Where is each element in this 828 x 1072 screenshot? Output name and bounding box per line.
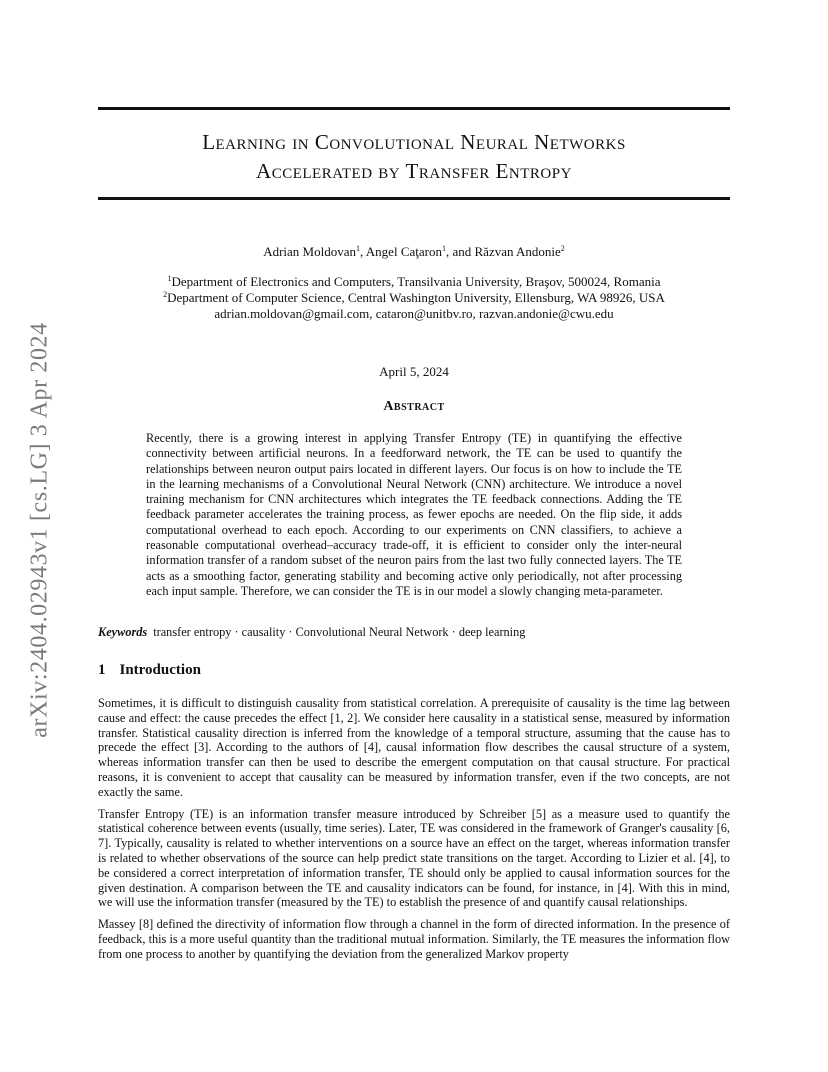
author-name: Angel Caţaron <box>365 244 442 259</box>
author-list <box>98 244 730 260</box>
author-affiliation-mark: 1 <box>356 244 360 253</box>
affiliation-mark: 2 <box>163 290 168 299</box>
section-number: 1 <box>98 662 106 678</box>
author-separator: , <box>360 244 366 259</box>
affiliation-2 <box>98 290 730 306</box>
author-name: Adrian Moldovan <box>263 244 356 259</box>
title-line-2: Accelerated by Transfer Entropy <box>256 159 572 183</box>
affiliation-1 <box>98 274 730 290</box>
author-affiliation-mark: 2 <box>560 244 565 253</box>
keywords-text: transfer entropy · causality · Convolutional Neural Network · deep learning <box>153 625 526 639</box>
title-line-1: Learning in Convolutional Neural Networks <box>202 130 626 154</box>
title-bottom-rule <box>98 197 730 200</box>
section-heading <box>98 662 201 679</box>
abstract-text: Recently, there is a growing interest in applying Transfer Entropy (TE) in quantifying the effective connectivity between artificial neurons. In a feedforward network, the TE can be used to quantify the relationships between neuron output pairs located in different layers. Our focus is on how to include the TE in the learning mechanisms of a Convolutional Neural Network (CNN) architecture. We introduce a novel training mechanism for CNN architectures which integrates the TE feedback connections. Adding the TE feedback parameter accelerates the training process, as fewer epochs are needed. On the flip side, it adds computational overhead to each epoch. According to our experiments on CNN classifiers, to achieve a reasonable computational overhead–accuracy trade-off, it is efficient to consider only the inter-neural information transfer of a random subset of the neuron pairs from the last two fully connected layers. The TE acts as a smoothing factor, generating stability and becoming active only periodically, not after processing each input sample. Therefore, we can consider the TE is in our model a slowly changing meta-parameter. <box>146 431 682 598</box>
paragraph: Sometimes, it is difficult to distinguish causality from statistical correlation. A prerequisite of causality is the time lag between cause and effect: the cause precedes the effect [1, 2]. We consider here causality in a statistical sense, measured by information transfer. Statistical causality direction is inferred from the knowledge of a temporal structure, assuming that the cause has to precede the effect [3]. According to the authors of [4], causal information flow describes the causal structure of a system, whereas information transfer can then be used to describe the emergent computation on that causal structure. For practical reasons, it is convenient to accept that causality can be measured by information transfer, even if the two concepts, are not exactly the same. <box>98 696 730 799</box>
abstract-heading: Abstract <box>383 399 445 414</box>
author-separator: , and <box>445 244 475 259</box>
paragraph: Massey [8] defined the directivity of information flow through a channel in the form of directed information. In the presence of feedback, this is a more useful quantity than the traditional mutual information. Similarly, the TE measures the information flow from one process to another by quantifying the deviation from the generalized Markov property <box>98 917 730 961</box>
section-title: Introduction <box>119 662 201 678</box>
paper-date: April 5, 2024 <box>379 364 449 379</box>
keywords <box>98 625 730 640</box>
affiliations <box>98 274 730 322</box>
author-emails: adrian.moldovan@gmail.com, cataron@unitbv.ro, razvan.andonie@cwu.edu <box>214 306 614 321</box>
arxiv-side-stamp: arXiv:2404.02943v1 [cs.LG] 3 Apr 2024 <box>26 322 53 738</box>
affiliation-text: Department of Computer Science, Central Washington University, Ellensburg, WA 98926, USA <box>167 290 665 305</box>
paper-title <box>98 128 730 186</box>
paragraph: Transfer Entropy (TE) is an information transfer measure introduced by Schreiber [5] as a measure used to quantify the statistical coherence between events (usually, time series). Later, TE was considered in the framework of Granger's causality [6, 7]. Typically, causality is related to whether interventions on a source have an effect on the target, whereas information transfer is related to whether observations of the source can help predict state transitions on the target. According to Lizier et al. [4], to be considered a correct interpretation of information transfer, TE should only be applied to causal information sources for the given destination. A comparison between the TE and causality indicators can be found, for instance, in [4]. With this in mind, we will use the information transfer (measured by the TE) to establish the presence of and quantify causal relationships. <box>98 806 730 910</box>
keywords-label: Keywords <box>98 625 148 639</box>
author-name: Răzvan Andonie <box>474 244 561 259</box>
title-top-rule <box>98 107 730 110</box>
introduction-body <box>98 696 730 969</box>
affiliation-mark: 1 <box>167 274 172 283</box>
affiliation-text: Department of Electronics and Computers, Transilvania University, Braşov, 500024, Romania <box>171 274 661 289</box>
author-affiliation-mark: 1 <box>441 244 446 253</box>
